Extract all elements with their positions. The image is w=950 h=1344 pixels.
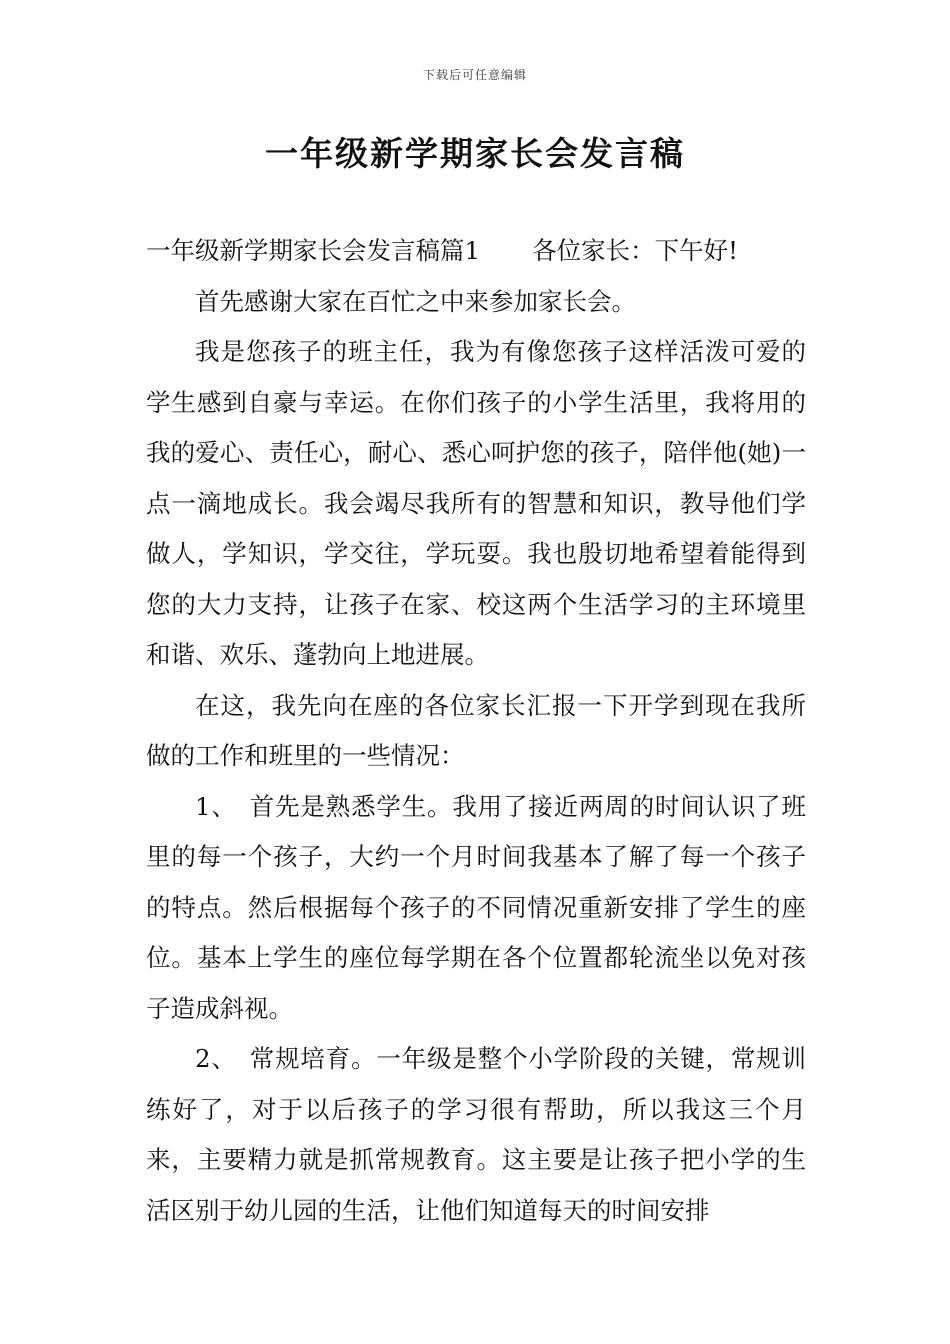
subtitle-line bbox=[146, 226, 806, 277]
paragraph-1: 首先感谢大家在百忙之中来参加家长会。 bbox=[195, 286, 636, 316]
header-note: 下载后可任意编辑 bbox=[422, 68, 527, 82]
document-body bbox=[146, 226, 806, 1236]
paragraph-4: 1、 首先是熟悉学生。我用了接近两周的时间认识了班里的每一个孩子，大约一个月时间我基本了解了每一个孩子的特点。然后根据每个孩子的不同情况重新安排了学生的座位。基本上学生的座位每学期在各个位置都轮流坐以免对孩子造成斜视。 bbox=[146, 791, 806, 1023]
paragraph-3: 在这，我先向在座的各位家长汇报一下开学到现在我所做的工作和班里的一些情况： bbox=[146, 690, 806, 770]
paragraph-5: 2、 常规培育。一年级是整个小学阶段的关键，常规训练好了，对于以后孩子的学习很有帮助，所以我这三个月来，主要精力就是抓常规教育。这主要是让孩子把小学的生活区别于幼儿园的生活，让他们知道每天的时间安排 bbox=[146, 1044, 806, 1225]
paragraph-2: 我是您孩子的班主任，我为有像您孩子这样活泼可爱的学生感到自豪与幸运。在你们孩子的小学生活里，我将用的我的爱心、责任心，耐心、悉心呵护您的孩子，陪伴他(她)一点一滴地成长。我会竭尽我所有的智慧和知识，教导他们学做人，学知识，学交往，学玩耍。我也殷切地希望着能得到您的大力支持，让孩子在家、校这两个生活学习的主环境里和谐、欢乐、蓬勃向上地进展。 bbox=[146, 337, 806, 669]
section-subtitle: 一年级新学期家长会发言稿篇1 bbox=[146, 236, 481, 265]
greeting: 各位家长：下午好! bbox=[532, 236, 738, 265]
document-title: 一年级新学期家长会发言稿 bbox=[265, 134, 685, 173]
